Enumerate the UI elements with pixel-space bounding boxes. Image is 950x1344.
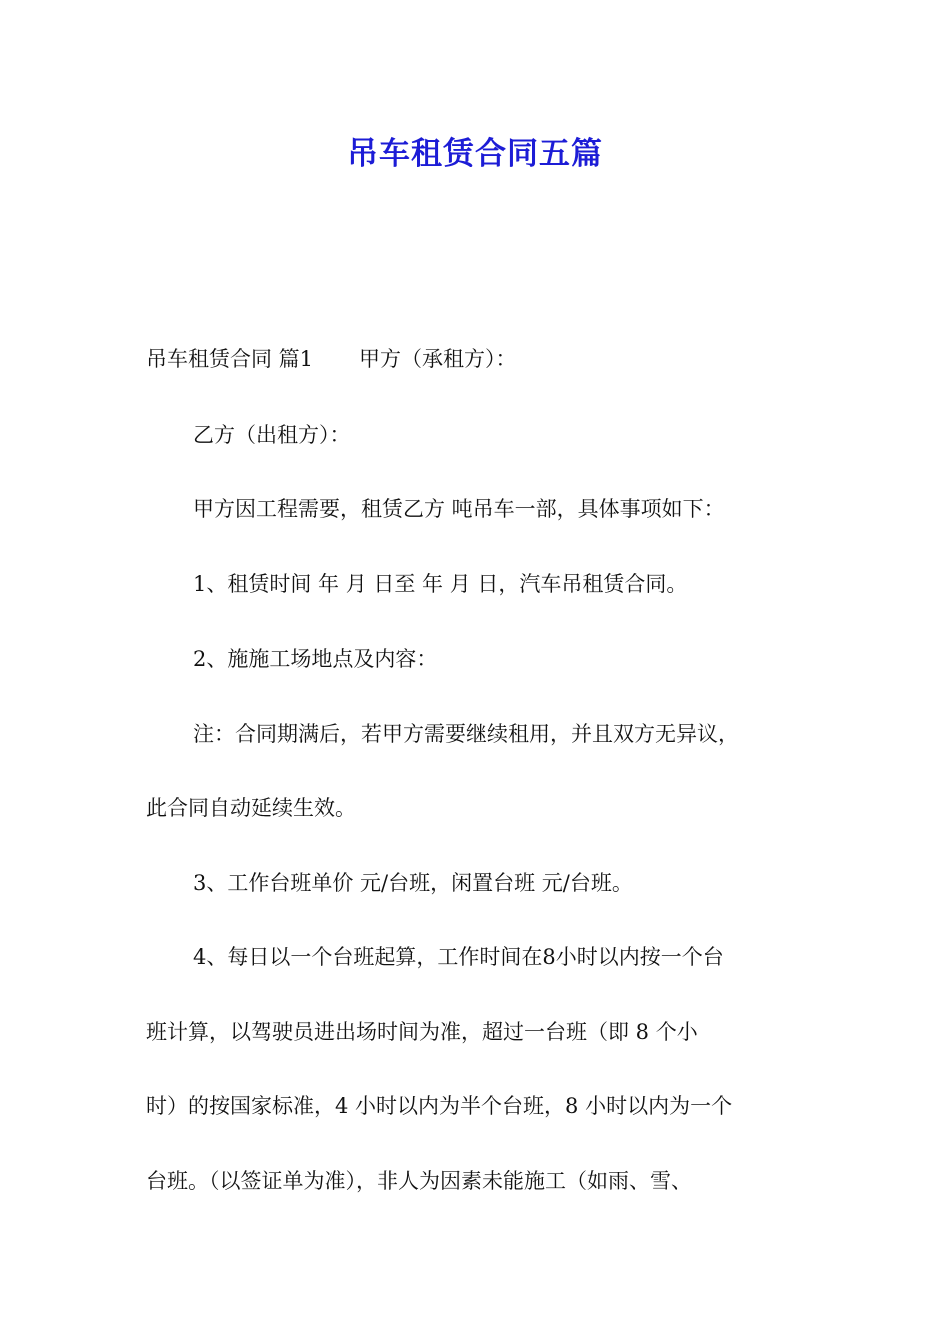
paragraph-line: 3、工作台班单价 元/台班，闲置台班 元/台班。 <box>193 871 633 895</box>
document-title: 吊车租赁合同五篇 <box>347 136 603 172</box>
paragraph-line: 班计算，以驾驶员进出场时间为准，超过一台班（即 8 个小 <box>146 1020 698 1044</box>
paragraph-line: 注：合同期满后，若甲方需要继续租用，并且双方无异议， <box>193 722 739 746</box>
paragraph-line: 台班。（以签证单为准），非人为因素未能施工（如雨、雪、 <box>146 1169 692 1193</box>
paragraph-line: 此合同自动延续生效。 <box>146 796 356 820</box>
paragraph-line: 甲方因工程需要，租赁乙方 吨吊车一部，具体事项如下： <box>193 497 725 521</box>
paragraph-line: 1、租赁时间 年 月 日至 年 月 日，汽车吊租赁合同。 <box>193 572 688 596</box>
section-heading-line <box>146 344 836 374</box>
paragraph-line: 时）的按国家标准，4 小时以内为半个台班，8 小时以内为一个 <box>146 1094 733 1118</box>
party-a-label: 甲方（承租方）： <box>359 347 517 371</box>
paragraph-line: 4、每日以一个台班起算，工作时间在8小时以内按一个台 <box>193 945 724 969</box>
paragraph-line: 2、施施工场地点及内容： <box>193 647 438 671</box>
section-part-label: 吊车租赁合同 篇1 <box>146 347 314 371</box>
party-b-label: 乙方（出租方）： <box>193 423 351 447</box>
